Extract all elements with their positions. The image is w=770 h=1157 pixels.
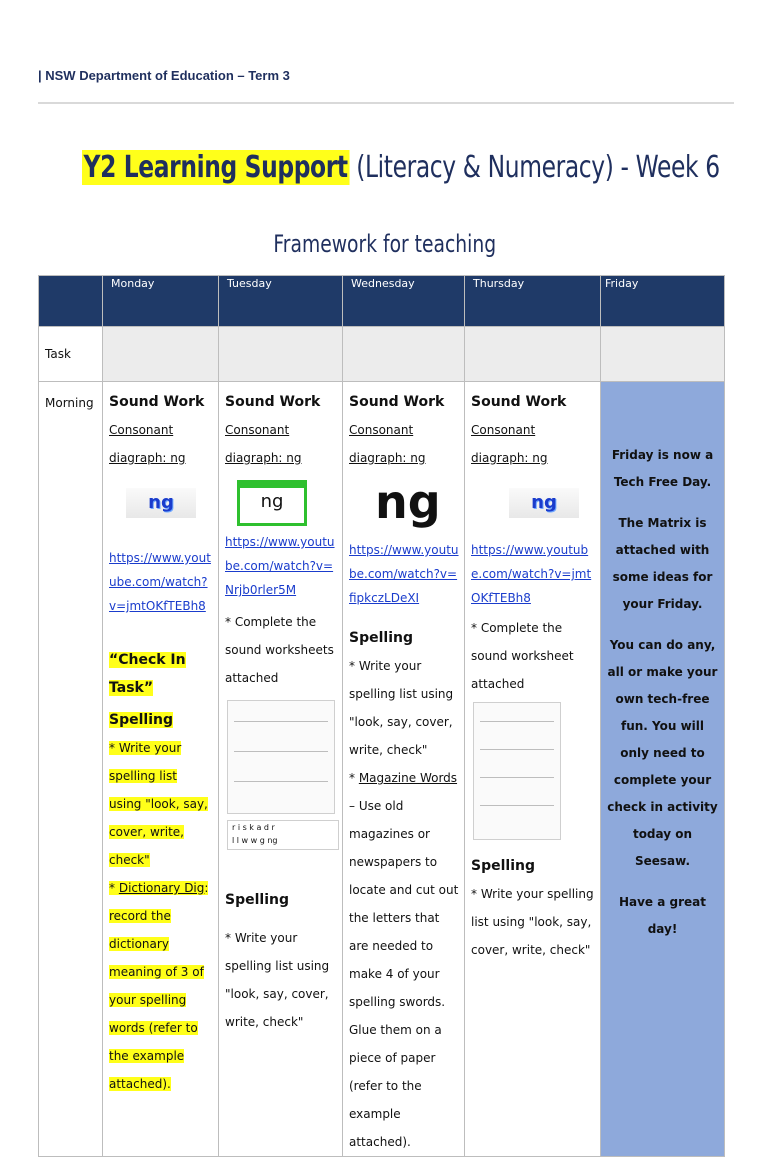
monday-check-in: “Check In Task” [109, 652, 186, 696]
header-monday: Monday [103, 276, 219, 327]
magazine-words-link: Magazine Words [358, 771, 458, 785]
thursday-diagraph: Consonant diagraph: ng [471, 423, 548, 465]
tuesday-task: * Complete the sound worksheets attached [225, 615, 334, 685]
header-tuesday: Tuesday [219, 276, 343, 327]
thursday-worksheet-image [473, 702, 561, 840]
tuesday-spelling: Spelling [225, 892, 289, 908]
table-header-row [39, 276, 725, 327]
document-header: | NSW Department of Education – Term 3 [38, 68, 290, 83]
wednesday-task2: * Magazine Words – Use old magazines or newspapers to locate and cut out the letters that are needed to make 4 of your spelling swords. Glue them on a piece of paper (refer to the example attached). [349, 771, 459, 1149]
friday-cell [601, 382, 725, 1157]
header-wednesday: Wednesday [343, 276, 465, 327]
monday-cell [103, 382, 219, 1157]
header-thursday: Thursday [465, 276, 601, 327]
monday-task1: * Write your spelling list using "look, say, cover, write, check" [109, 741, 208, 867]
task-cell-friday [601, 327, 725, 382]
page-title [82, 150, 720, 185]
page-subtitle [0, 230, 770, 258]
thursday-spell-task: * Write your spelling list using "look, say, cover, write, check" [471, 887, 594, 957]
tuesday-heading: Sound Work [225, 394, 321, 410]
header-blank [39, 276, 103, 327]
friday-p1: Friday is now a Tech Free Day. [611, 448, 714, 489]
tuesday-worksheet-strip: r i s k a d r l l w w g ng [227, 820, 339, 850]
monday-video-link[interactable]: https://www.youtube.com/watch?v=jmtOKfTEBh8 [109, 551, 211, 613]
thursday-heading: Sound Work [471, 394, 567, 410]
task-cell-monday [103, 327, 219, 382]
tuesday-cell [219, 382, 343, 1157]
monday-task2: * Dictionary Dig: record the dictionary meaning of 3 of your spelling words (refer to the example attached). [109, 881, 209, 1091]
task-label: Task [39, 327, 103, 382]
wednesday-video-link[interactable]: https://www.youtube.com/watch?v=fipkczLDeXI [349, 543, 459, 605]
task-row [39, 327, 725, 382]
tuesday-spell-task: * Write your spelling list using "look, say, cover, write, check" [225, 931, 330, 1029]
dictionary-dig-link: Dictionary Dig [118, 881, 205, 895]
monday-ng-image: ng [126, 488, 196, 518]
weekly-schedule-table [38, 275, 725, 1157]
morning-label: Morning [39, 382, 103, 1157]
task-cell-thursday [465, 327, 601, 382]
thursday-ng-image: ng [509, 488, 579, 518]
thursday-task: * Complete the sound worksheet attached [471, 621, 574, 691]
tuesday-ng-image: ng [237, 480, 307, 526]
thursday-spelling: Spelling [471, 858, 535, 874]
wednesday-cell [343, 382, 465, 1157]
thursday-cell [465, 382, 601, 1157]
title-highlight: Y2 Learning Support [83, 150, 348, 185]
monday-diagraph: Consonant diagraph: ng [109, 423, 186, 465]
friday-p3: You can do any, all or make your own tech-free fun. You will only need to complete your check in activity today on Seesaw. [607, 638, 718, 868]
tuesday-worksheet-image [227, 700, 335, 814]
friday-p4: Have a great day! [618, 895, 707, 936]
wednesday-ng-image: ng [375, 475, 441, 529]
wednesday-spelling: Spelling [349, 630, 413, 646]
header-divider [38, 102, 734, 104]
wednesday-diagraph: Consonant diagraph: ng [349, 423, 426, 465]
header-friday: Friday [601, 276, 725, 327]
thursday-video-link[interactable]: https://www.youtube.com/watch?v=jmtOKfTEBh8 [471, 543, 592, 605]
task-cell-tuesday [219, 327, 343, 382]
monday-spelling: Spelling [109, 712, 173, 728]
tuesday-video-link[interactable]: https://www.youtube.com/watch?v=Nrjb0rler5M [225, 535, 335, 597]
title-rest: (Literacy & Numeracy) - Week 6 [349, 150, 720, 185]
task-cell-wednesday [343, 327, 465, 382]
wednesday-heading: Sound Work [349, 394, 445, 410]
morning-row [39, 382, 725, 1157]
wednesday-task1: * Write your spelling list using "look, say, cover, write, check" [349, 659, 454, 757]
subtitle-text: Framework for teaching [273, 230, 497, 258]
monday-heading: Sound Work [109, 394, 205, 410]
friday-p2: The Matrix is attached with some ideas for your Friday. [612, 516, 713, 611]
tuesday-diagraph: Consonant diagraph: ng [225, 423, 302, 465]
